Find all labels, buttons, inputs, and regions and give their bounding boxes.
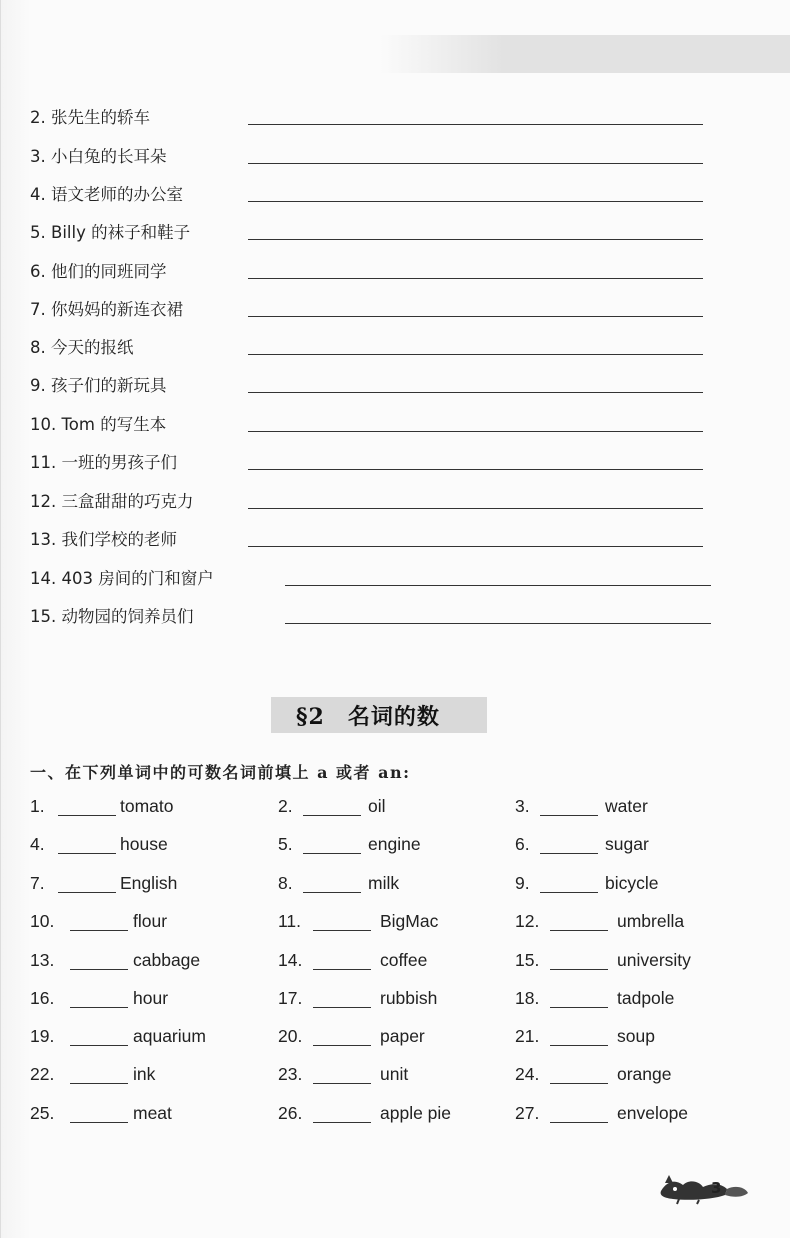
phrase-text: 13. <box>30 530 57 549</box>
word-text: meat <box>133 1103 172 1123</box>
phrase-label: 你妈妈的新连衣裙 <box>51 300 183 319</box>
phrase-text: 9. <box>30 376 46 395</box>
item-number: 12. <box>515 911 540 931</box>
phrase-label: 张先生的轿车 <box>51 108 150 127</box>
word-item <box>278 911 508 937</box>
phrase-row <box>30 296 730 324</box>
answer-line[interactable] <box>285 623 711 624</box>
answer-blank[interactable] <box>550 969 608 970</box>
answer-blank[interactable] <box>313 930 371 931</box>
word-item <box>30 1103 260 1129</box>
word-text: milk <box>368 873 400 893</box>
word-text: umbrella <box>617 911 685 931</box>
item-number: 18. <box>515 988 540 1008</box>
answer-blank[interactable] <box>303 853 361 854</box>
answer-blank[interactable] <box>550 930 608 931</box>
word-item <box>30 911 260 937</box>
section-title: §2 名词的数 <box>296 704 440 730</box>
bleed-through-header-band <box>380 35 790 73</box>
phrase-row <box>30 104 730 132</box>
answer-line[interactable] <box>285 585 711 586</box>
phrase-row <box>30 449 730 477</box>
word-text: sugar <box>605 834 649 854</box>
item-number: 17. <box>278 988 303 1008</box>
answer-blank[interactable] <box>70 1122 128 1123</box>
phrase-text: 8. <box>30 338 46 357</box>
answer-blank[interactable] <box>303 815 361 816</box>
phrase-row <box>30 565 730 593</box>
answer-blank[interactable] <box>70 1007 128 1008</box>
phrase-row <box>30 411 730 439</box>
word-item <box>515 1103 745 1129</box>
word-item <box>278 834 508 860</box>
answer-line[interactable] <box>248 508 703 509</box>
word-item <box>278 796 508 822</box>
phrase-label: 今天的报纸 <box>51 338 134 357</box>
item-number: 11. <box>278 911 302 931</box>
phrase-label: 动物园的饲养员们 <box>61 607 194 626</box>
answer-blank[interactable] <box>540 892 598 893</box>
squirrel-mascot-icon <box>655 1165 750 1205</box>
answer-line[interactable] <box>248 469 703 470</box>
item-number: 9. <box>515 873 530 893</box>
item-number: 24. <box>515 1064 540 1084</box>
word-item <box>278 1064 508 1090</box>
word-text: English <box>120 873 178 893</box>
answer-blank[interactable] <box>303 892 361 893</box>
word-item <box>515 834 745 860</box>
word-item <box>515 1026 745 1052</box>
word-text: aquarium <box>133 1026 206 1046</box>
phrase-label: 一班的男孩子们 <box>61 453 177 472</box>
word-text: ink <box>133 1064 156 1084</box>
answer-line[interactable] <box>248 239 703 240</box>
item-number: 14. <box>278 950 303 970</box>
answer-blank[interactable] <box>58 892 116 893</box>
phrase-text: 5. <box>30 223 46 242</box>
word-item <box>515 988 745 1014</box>
answer-line[interactable] <box>248 392 703 393</box>
answer-blank[interactable] <box>313 969 371 970</box>
phrase-row <box>30 603 730 631</box>
item-number: 1. <box>30 796 45 816</box>
phrase-row <box>30 334 730 362</box>
item-number: 21. <box>515 1026 540 1046</box>
phrase-label: 他们的同班同学 <box>51 262 167 281</box>
word-item <box>30 873 260 899</box>
phrase-text: 7. <box>30 300 46 319</box>
item-number: 25. <box>30 1103 55 1123</box>
phrase-label: Tom 的写生本 <box>61 415 167 434</box>
word-item <box>30 796 260 822</box>
phrase-label: 小白兔的长耳朵 <box>51 147 167 166</box>
answer-blank[interactable] <box>58 853 116 854</box>
phrase-row <box>30 526 730 554</box>
phrase-label: 403 房间的门和窗户 <box>61 569 214 588</box>
word-text: orange <box>617 1064 672 1084</box>
word-text: water <box>605 796 648 816</box>
word-text: university <box>617 950 691 970</box>
phrase-text: 2. <box>30 108 46 127</box>
word-item <box>515 873 745 899</box>
phrase-text: 6. <box>30 262 46 281</box>
word-text: coffee <box>380 950 428 970</box>
word-text: engine <box>368 834 421 854</box>
item-number: 26. <box>278 1103 303 1123</box>
item-number: 15. <box>515 950 540 970</box>
phrase-label: 三盒甜甜的巧克力 <box>61 492 194 511</box>
answer-blank[interactable] <box>70 969 128 970</box>
item-number: 3. <box>515 796 530 816</box>
word-item <box>30 988 260 1014</box>
phrase-text: 15. <box>30 607 57 626</box>
exercise-instruction: 一、在下列单词中的可数名词前填上 a 或者 an: <box>30 763 411 782</box>
answer-blank[interactable] <box>550 1007 608 1008</box>
page-number: 3 <box>711 1179 722 1197</box>
word-item <box>30 834 260 860</box>
word-text: paper <box>380 1026 425 1046</box>
phrase-label: Billy 的袜子和鞋子 <box>51 223 191 242</box>
answer-line[interactable] <box>248 201 703 202</box>
item-number: 8. <box>278 873 293 893</box>
item-number: 22. <box>30 1064 55 1084</box>
answer-blank[interactable] <box>313 1007 371 1008</box>
item-number: 23. <box>278 1064 303 1084</box>
phrase-text: 3. <box>30 147 46 166</box>
word-item <box>278 873 508 899</box>
answer-blank[interactable] <box>550 1045 608 1046</box>
answer-blank[interactable] <box>540 815 598 816</box>
word-text: tomato <box>120 796 174 816</box>
word-text: hour <box>133 988 169 1008</box>
answer-blank[interactable] <box>313 1045 371 1046</box>
answer-blank[interactable] <box>70 1045 128 1046</box>
answer-blank[interactable] <box>313 1083 371 1084</box>
answer-line[interactable] <box>248 124 703 125</box>
answer-line[interactable] <box>248 546 703 547</box>
word-text: soup <box>617 1026 655 1046</box>
item-number: 19. <box>30 1026 55 1046</box>
word-text: flour <box>133 911 168 931</box>
answer-blank[interactable] <box>550 1083 608 1084</box>
phrase-text: 14. <box>30 569 57 588</box>
phrase-row <box>30 143 730 171</box>
phrase-row <box>30 258 730 286</box>
item-number: 5. <box>278 834 293 854</box>
answer-blank[interactable] <box>70 930 128 931</box>
item-number: 2. <box>278 796 293 816</box>
phrase-label: 语文老师的办公室 <box>51 185 183 204</box>
word-text: BigMac <box>380 911 439 931</box>
phrase-text: 11. <box>30 453 57 472</box>
word-text: bicycle <box>605 873 659 893</box>
word-text: cabbage <box>133 950 201 970</box>
phrase-text: 4. <box>30 185 46 204</box>
word-item <box>278 988 508 1014</box>
answer-line[interactable] <box>248 163 703 164</box>
phrase-row <box>30 488 730 516</box>
phrase-label: 孩子们的新玩具 <box>51 376 167 395</box>
answer-line[interactable] <box>248 431 703 432</box>
word-item <box>278 1026 508 1052</box>
word-text: envelope <box>617 1103 689 1123</box>
answer-blank[interactable] <box>313 1122 371 1123</box>
phrase-row <box>30 372 730 400</box>
word-text: unit <box>380 1064 409 1084</box>
item-number: 4. <box>30 834 45 854</box>
item-number: 6. <box>515 834 530 854</box>
word-text: rubbish <box>380 988 438 1008</box>
item-number: 20. <box>278 1026 303 1046</box>
word-text: tadpole <box>617 988 675 1008</box>
word-item <box>30 950 260 976</box>
item-number: 7. <box>30 873 45 893</box>
word-text: house <box>120 834 168 854</box>
word-text: oil <box>368 796 386 816</box>
answer-line[interactable] <box>248 316 703 317</box>
word-text: apple pie <box>380 1103 452 1123</box>
item-number: 16. <box>30 988 55 1008</box>
phrase-text: 10. <box>30 415 57 434</box>
answer-blank[interactable] <box>550 1122 608 1123</box>
word-item <box>278 950 508 976</box>
answer-line[interactable] <box>248 354 703 355</box>
word-item <box>278 1103 508 1129</box>
phrase-label: 我们学校的老师 <box>61 530 177 549</box>
word-item <box>30 1064 260 1090</box>
answer-blank[interactable] <box>70 1083 128 1084</box>
word-item <box>515 950 745 976</box>
answer-line[interactable] <box>248 278 703 279</box>
item-number: 13. <box>30 950 55 970</box>
phrase-row <box>30 219 730 247</box>
answer-blank[interactable] <box>540 853 598 854</box>
word-item <box>515 911 745 937</box>
item-number: 10. <box>30 911 55 931</box>
word-item <box>515 1064 745 1090</box>
item-number: 27. <box>515 1103 540 1123</box>
answer-blank[interactable] <box>58 815 116 816</box>
phrase-row <box>30 181 730 209</box>
phrase-text: 12. <box>30 492 57 511</box>
word-item <box>515 796 745 822</box>
word-item <box>30 1026 260 1052</box>
